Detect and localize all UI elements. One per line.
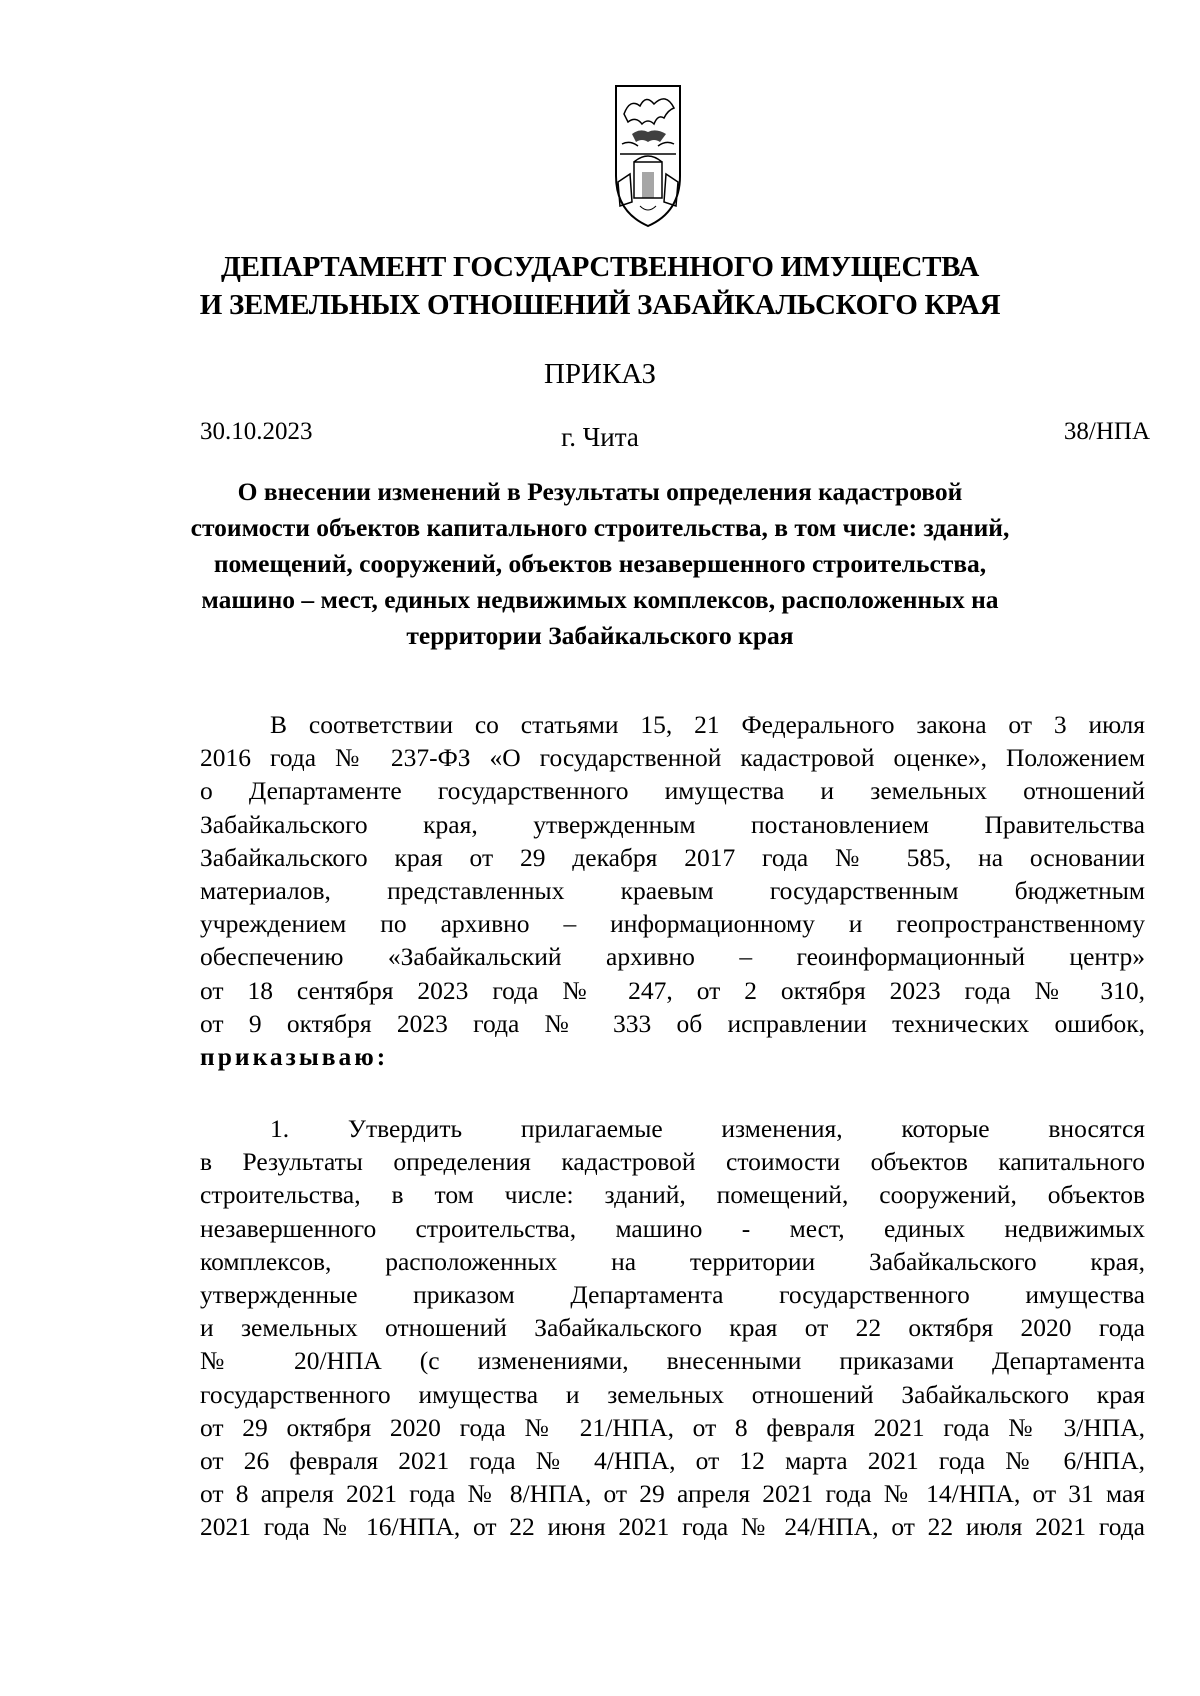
paragraph-line: обеспечению «Забайкальский архивно – геоинформационный центр» (200, 942, 1145, 972)
order-date: 30.10.2023 (200, 418, 313, 445)
paragraph-line: материалов, представленных краевым государственным бюджетным (200, 876, 1145, 906)
paragraph-line: и земельных отношений Забайкальского края от 22 октября 2020 года (200, 1313, 1145, 1343)
paragraph-line: от 8 апреля 2021 года № 8/НПА, от 29 апреля 2021 года № 14/НПА, от 31 мая (200, 1479, 1145, 1509)
department-name (100, 248, 1100, 324)
paragraph-line: 1. Утвердить прилагаемые изменения, которые вносятся (270, 1114, 1145, 1143)
paragraph-line: о Департаменте государственного имущества и земельных отношений (200, 776, 1145, 806)
paragraph-line: № 20/НПА (с изменениями, внесенными приказами Департамента (200, 1346, 1145, 1376)
paragraph-line: в Результаты определения кадастровой стоимости объектов капитального (200, 1147, 1145, 1177)
order-city: г. Чита (561, 422, 639, 452)
paragraph-line: от 18 сентября 2023 года № 247, от 2 октября 2023 года № 310, (200, 975, 1145, 1005)
coat-of-arms-icon (610, 84, 686, 228)
order-command: приказываю: (200, 1042, 389, 1072)
department-name-line1: ДЕПАРТАМЕНТ ГОСУДАРСТВЕННОГО ИМУЩЕСТВА (220, 251, 979, 283)
preamble-paragraph (200, 708, 1145, 1073)
paragraph-line: Забайкальского края, утвержденным постановлением Правительства (200, 809, 1145, 839)
paragraph-line: утвержденные приказом Департамента государственного имущества (200, 1280, 1145, 1310)
paragraph-line: от 29 октября 2020 года № 21/НПА, от 8 февраля 2021 года № 3/НПА, (200, 1412, 1145, 1442)
document-type: ПРИКАЗ (543, 358, 657, 390)
subject-line: стоимости объектов капитального строительства, в том числе: зданий, (190, 513, 1010, 542)
subject-line: помещений, сооружений, объектов незавершенного строительства, (213, 549, 987, 578)
paragraph-line: от 9 октября 2023 года № 333 об исправлении технических ошибок, (200, 1008, 1145, 1038)
paragraph-line: комплексов, расположенных на территории Забайкальского края, (200, 1246, 1145, 1276)
paragraph-line: незавершенного строительства, машино - мест, единых недвижимых (200, 1213, 1145, 1243)
paragraph-line: строительства, в том числе: зданий, помещений, сооружений, объектов (200, 1180, 1145, 1210)
order-subject (130, 474, 1070, 654)
subject-line: машино – мест, единых недвижимых комплексов, расположенных на (201, 585, 999, 614)
paragraph-line: 2021 года № 16/НПА, от 22 июня 2021 года № 24/НПА, от 22 июля 2021 года (200, 1512, 1145, 1542)
paragraph-line: Забайкальского края от 29 декабря 2017 года № 585, на основании (200, 842, 1145, 872)
subject-line: территории Забайкальского края (406, 621, 794, 650)
paragraph-line: учреждением по архивно – информационному и геопространственному (200, 909, 1145, 939)
department-name-line2: И ЗЕМЕЛЬНЫХ ОТНОШЕНИЙ ЗАБАЙКАЛЬСКОГО КРАЯ (199, 289, 1001, 321)
paragraph-line: от 26 февраля 2021 года № 4/НПА, от 12 марта 2021 года № 6/НПА, (200, 1446, 1145, 1476)
item-1-paragraph (200, 1112, 1145, 1544)
paragraph-line: В соответствии со статьями 15, 21 Федерального закона от 3 июля (270, 710, 1145, 739)
paragraph-line: государственного имущества и земельных отношений Забайкальского края (200, 1379, 1145, 1409)
order-number: 38/НПА (1063, 418, 1150, 445)
subject-line: О внесении изменений в Результаты определения кадастровой (237, 477, 963, 506)
paragraph-line: 2016 года № 237-ФЗ «О государственной кадастровой оценке», Положением (200, 743, 1145, 773)
